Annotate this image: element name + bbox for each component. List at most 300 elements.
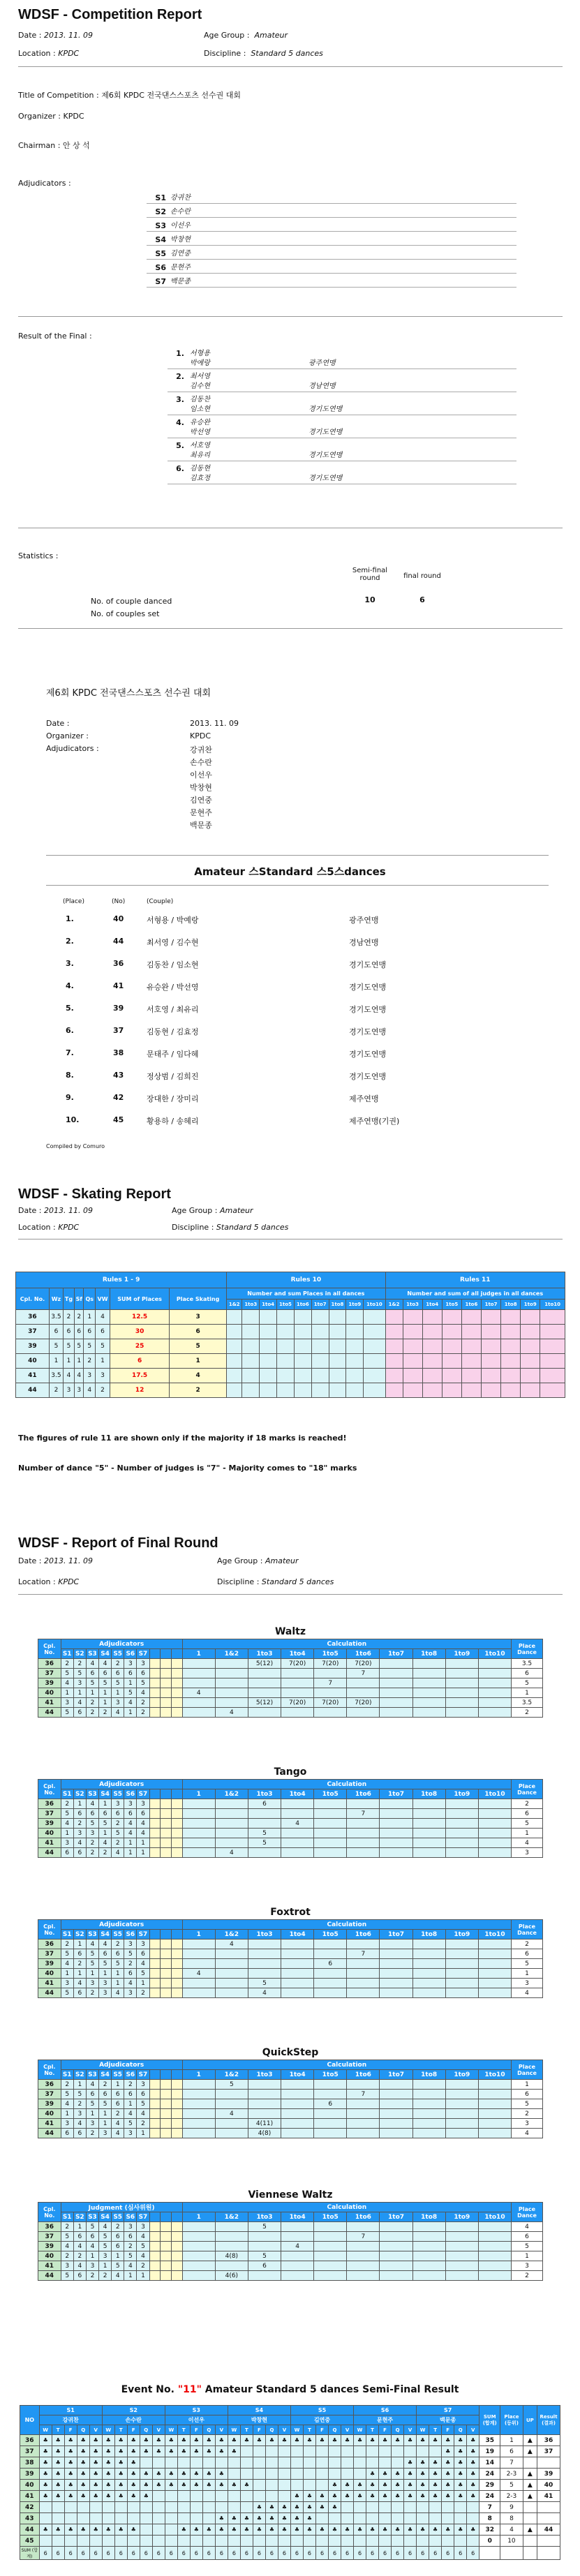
semi-mark-cell: ♣ [467,2524,479,2536]
adjudicator-code: S5 [155,249,166,258]
judge-head: S4 [99,1930,112,1940]
calc-cell [248,2080,281,2090]
skating-sum: 12 [110,1383,170,1398]
calc-cell [412,1829,445,1838]
place-dance-head: Place Dance [512,2203,543,2222]
semi-sum: 24 [479,2491,500,2502]
col-no: (No) [112,898,126,905]
judge-mark: 3 [99,1988,112,1998]
spacer-cell [149,2222,161,2232]
calc-cell [478,1819,511,1829]
calc-cell [412,2232,445,2242]
calc-cell: 4(6) [215,2271,248,2281]
semi-sum-tail [523,2547,537,2560]
judge-mark: 4 [124,1829,137,1838]
judge-mark: 3 [137,1659,149,1669]
semi-mark-cell: ♣ [315,2435,328,2446]
semi-mark-cell [442,2513,454,2524]
calc-cell [380,2261,412,2271]
judge-mark: 2 [73,2099,86,2109]
skating-dance-place: 2 [75,1310,84,1325]
final-club: 경남연맹 [308,382,336,390]
judge-mark: 2 [86,1848,98,1858]
judge-mark: 4 [73,2119,86,2129]
semi-up [523,2457,537,2469]
semi-sum-cell: 6 [202,2547,215,2560]
semi-mark-cell [228,2491,240,2502]
rule11-cell [442,1354,461,1369]
calc-cell [445,1979,478,1988]
calc-col-head: 1 [182,1789,215,1799]
semi-no: 42 [20,2502,40,2513]
semi-dance-letter: F [64,2425,77,2435]
skating-discipline-row: Discipline : Standard 5 dances [172,1223,289,1232]
judge-mark: 2 [73,1819,86,1829]
calc-cell [445,1829,478,1838]
rule11-cell [422,1383,442,1398]
calc-cell [182,1959,215,1969]
calc-cell [445,1949,478,1959]
rule10-cell [346,1354,364,1369]
calc-cell [478,1708,511,1718]
calc-cell [478,1688,511,1698]
dance-row [38,1979,543,1988]
dance-cpl: 41 [38,1979,61,1988]
judge-mark: 4 [137,1688,149,1698]
spacer-head [171,1930,182,1940]
judge-mark: 6 [86,1809,98,1819]
semi-mark-cell: ♣ [39,2524,52,2536]
calc-col-head: 1to9 [346,1299,364,1310]
rule10-cell [364,1369,385,1383]
dance-place: 2 [512,2271,543,2281]
calc-col-head: 1to6 [347,2212,380,2222]
judge-mark: 1 [112,2080,124,2090]
semi-mark-cell [329,2513,341,2524]
judge-mark: 2 [86,2271,98,2281]
calc-cell [380,2251,412,2261]
calc-cell [281,2251,314,2261]
semi-mark-cell: ♣ [177,2524,190,2536]
dance-row [38,1708,543,1718]
skating-dance-place: 4 [64,1369,75,1383]
skating-col-head: VW [96,1288,110,1310]
rule10-cell [311,1339,329,1354]
semi-judge-name: 문현주 [354,2415,417,2425]
calc-cell [380,1809,412,1819]
semi-mark-cell: ♣ [329,2491,341,2502]
dance-place: 1 [512,2251,543,2261]
semi-mark-cell [354,2502,366,2513]
semi-mark-cell: ♣ [52,2457,64,2469]
summary-place: 6. [66,1026,74,1035]
summary-club: 광주연맹 [349,916,379,925]
judge-mark: 4 [137,1819,149,1829]
spacer-cell [149,1669,161,1678]
calc-cell [445,1659,478,1669]
adjudicator-code: S7 [155,277,166,286]
judge-mark: 3 [86,1979,98,1988]
semi-mark-cell: ♣ [89,2524,102,2536]
final-dancer-b: 김수현 [190,382,210,390]
summary-no: 40 [113,914,124,923]
cpl-head: Cpl. No. [38,2203,61,2222]
spacer-cell [161,1799,172,1809]
semi-mark-cell [329,2446,341,2457]
semi-dance-letter: Q [140,2425,152,2435]
skating-dance-place: 5 [64,1339,75,1354]
skating-dance-place: 5 [84,1339,96,1354]
semi-mark-cell: ♣ [417,2491,429,2502]
report-location-row: Location : KPDC [18,49,80,58]
calc-cell [412,1979,445,1988]
skating-cpl: 40 [16,1354,50,1369]
calc-col-head: 1to4 [281,1789,314,1799]
calc-cell [412,1669,445,1678]
semi-mark-cell: ♣ [228,2513,240,2524]
semi-dance-letter: V [341,2425,354,2435]
judge-mark: 6 [86,2232,98,2242]
calc-cell [281,1979,314,1988]
semi-mark-cell: ♣ [290,2435,303,2446]
calc-cell: 6 [248,1799,281,1809]
semi-mark-cell: ♣ [417,2469,429,2480]
semi-mark-cell: ♣ [177,2446,190,2457]
rule11-cell [403,1339,422,1354]
judge-mark: 3 [124,2222,137,2232]
semi-mark-cell: ♣ [190,2446,202,2457]
calc-cell [380,1949,412,1959]
semi-mark-cell [152,2524,165,2536]
spacer-cell [171,1949,182,1959]
spacer-cell [171,1829,182,1838]
judge-mark: 5 [137,1678,149,1688]
semi-dance-letter: Q [77,2425,89,2435]
spacer-cell [149,1819,161,1829]
dance-cpl: 39 [38,1819,61,1829]
judge-mark: 5 [137,2242,149,2251]
rule11-cell [385,1383,403,1398]
rules-1-9-head: Rules 1 - 9 [16,1272,227,1288]
semi-sum-cell: 6 [89,2547,102,2560]
calc-cell [412,2222,445,2232]
calc-col-head: 1&2 [215,2070,248,2080]
calc-cell [380,2099,412,2109]
spacer-head [149,1930,161,1940]
spacer-cell [161,1708,172,1718]
summary-no: 44 [113,937,124,946]
calc-cell [347,2109,380,2119]
adjudicator-row [147,234,516,246]
semi-up [523,2536,537,2547]
calc-cell [412,2129,445,2138]
dance-grid [38,1919,543,1998]
semi-mark-cell [165,2536,177,2547]
semi-mark-cell [127,2502,140,2513]
spacer-cell [161,1829,172,1838]
dance-cpl: 40 [38,2251,61,2261]
calc-cell [248,2099,281,2109]
semi-mark-cell: ♣ [429,2469,442,2480]
calc-cell [445,1848,478,1858]
calc-col-head: 1to9 [521,1299,540,1310]
calc-cell: 7(20) [314,1659,347,1669]
judge-mark: 2 [124,1959,137,1969]
skating-dance-place: 5 [75,1339,84,1354]
calc-cell [314,2129,347,2138]
judge-mark: 5 [112,2261,124,2271]
rule11-cell [403,1383,422,1398]
dance-row [38,1669,543,1678]
dance-place: 1 [512,1688,543,1698]
semi-mark-cell: ♣ [341,2480,354,2491]
calc-cell [182,2222,215,2232]
semi-mark-cell: ♣ [404,2491,417,2502]
semi-mark-cell: ♣ [64,2457,77,2469]
summary-no: 43 [113,1071,124,1080]
calc-cell [478,2109,511,2119]
semi-sum-tail [479,2547,500,2560]
semi-mark-cell: ♣ [454,2491,467,2502]
semi-mark-cell [290,2469,303,2480]
final-dancer-b: 박선영 [190,429,210,436]
semi-dance-letter: F [315,2425,328,2435]
semi-mark-cell: ♣ [366,2469,379,2480]
adjudicator-code: S1 [155,193,166,202]
rule10-cell [277,1310,295,1325]
semi-mark-cell [127,2536,140,2547]
semi-sum-cell: 6 [303,2547,315,2560]
semi-mark-cell: ♣ [379,2469,392,2480]
summary-adjudicator: 강귀찬 [190,745,212,754]
rule10-cell [242,1310,260,1325]
summary-row [0,998,580,1020]
semi-mark-cell: ♣ [215,2480,228,2491]
judge-mark: 5 [86,2222,98,2232]
calc-cell [281,1969,314,1979]
dance-place: 6 [512,2090,543,2099]
rule10-cell [294,1383,311,1398]
semi-sum-cell: 6 [366,2547,379,2560]
calc-cell [281,2222,314,2232]
calc-col-head: 1to9 [445,1930,478,1940]
summary-club: 경기도연맹 [349,1050,387,1059]
semi-no: 41 [20,2491,40,2502]
semi-mark-cell: ♣ [64,2491,77,2502]
rule11-cell [481,1354,500,1369]
calc-cell [248,2090,281,2099]
stats-semi-header: Semi-final round [352,567,388,582]
semi-mark-cell: ♣ [379,2480,392,2491]
semi-mark-cell: ♣ [202,2446,215,2457]
calc-col-head: 1to7 [380,1789,412,1799]
judge-head: S2 [73,2212,86,2222]
spacer-cell [171,2090,182,2099]
calc-cell [215,1809,248,1819]
judge-mark: 5 [124,2119,137,2129]
summary-club: 경기도연맹 [349,1072,387,1081]
dance-block [38,1907,543,1998]
divider [46,885,549,886]
summary-club: 경기도연맹 [349,1027,387,1036]
rule11-cell [501,1369,521,1383]
calc-cell [445,2099,478,2109]
semi-mark-cell: ♣ [354,2435,366,2446]
rule10-cell [346,1369,364,1383]
judge-mark: 1 [86,1969,98,1979]
semi-mark-cell [429,2513,442,2524]
calc-cell [314,1940,347,1949]
spacer-head [149,2212,161,2222]
semi-mark-cell: ♣ [165,2446,177,2457]
semi-sum-tail [500,2547,523,2560]
calc-col-head: 1to7 [311,1299,329,1310]
dance-place: 6 [512,1809,543,1819]
semi-no: 39 [20,2469,40,2480]
skating-col-head: SUM of Places [110,1288,170,1310]
calc-cell [215,2261,248,2271]
calc-cell [445,2222,478,2232]
spacer-head [161,2212,172,2222]
cpl-head: Cpl. No. [38,1639,61,1659]
spacer-cell [171,1969,182,1979]
calculation-head: Calculation [182,2060,511,2070]
skating-cpl: 44 [16,1383,50,1398]
semi-mark-cell [404,2446,417,2457]
rule10-cell [277,1339,295,1354]
report-discipline-row: Discipline : Standard 5 dances [204,49,323,58]
judge-mark: 2 [112,1940,124,1949]
calc-cell [380,2242,412,2251]
semi-mark-cell [392,2536,404,2547]
calc-cell [281,1848,314,1858]
calc-cell: 4 [248,1988,281,1998]
final-place: 1. [176,349,184,358]
rule10-cell [294,1354,311,1369]
semi-mark-cell: ♣ [366,2480,379,2491]
semi-place: 2-3 [500,2491,523,2502]
skating-col-head: Tg [64,1288,75,1310]
semi-mark-cell [341,2446,354,2457]
semi-mark-cell: ♣ [215,2446,228,2457]
semi-sum: 19 [479,2446,500,2457]
judge-mark: 5 [99,2232,112,2242]
calc-col-head: 1&2 [385,1299,403,1310]
summary-row [0,1087,580,1110]
semi-mark-cell [303,2480,315,2491]
judge-head: S6 [124,1649,137,1659]
semi-mark-cell: ♣ [253,2513,265,2524]
calc-col-head: 1&2 [227,1299,242,1310]
semi-mark-cell [190,2536,202,2547]
calc-cell [215,2119,248,2129]
semi-mark-cell: ♣ [102,2524,114,2536]
semi-sum-cell: 6 [467,2547,479,2560]
calc-cell [347,1959,380,1969]
semi-mark-cell [467,2513,479,2524]
calc-col-head: 1to7 [380,2212,412,2222]
adjudicator-code: S6 [155,263,166,272]
dance-place: 3.5 [512,1698,543,1708]
calc-cell: 5(12) [248,1659,281,1669]
semi-sum-cell: 6 [354,2547,366,2560]
semi-mark-cell [64,2502,77,2513]
adjudicator-name: 강귀찬 [170,194,191,202]
judge-mark: 4 [73,1698,86,1708]
calc-cell: 7(20) [347,1698,380,1708]
semi-mark-cell: ♣ [114,2480,127,2491]
judge-head: S3 [86,2070,98,2080]
calc-cell [314,2251,347,2261]
dance-row [38,1799,543,1809]
calc-cell [412,1809,445,1819]
summary-couple: 문태주 / 임다혜 [147,1050,199,1059]
semi-mark-cell [253,2536,265,2547]
judge-mark: 5 [61,1809,73,1819]
skating-dance-place: 4 [75,1369,84,1383]
final-place: 2. [176,372,184,381]
semi-mark-cell [341,2502,354,2513]
rule11-cell [481,1339,500,1354]
semi-mark-cell [177,2491,190,2502]
summary-adjudicator: 박창현 [190,783,212,792]
semi-mark-cell: ♣ [190,2480,202,2491]
final-club: 경기도연맹 [308,405,343,413]
semi-mark-cell [354,2469,366,2480]
spacer-cell [149,2271,161,2281]
rule11-cell [442,1339,461,1354]
judge-head: S7 [137,1649,149,1659]
semi-mark-cell: ♣ [442,2457,454,2469]
semi-mark-cell [114,2502,127,2513]
calc-cell [182,1949,215,1959]
judge-mark: 3 [124,1940,137,1949]
calc-col-head: 1to3 [248,2212,281,2222]
dance-cpl: 36 [38,1659,61,1669]
semi-sum-cell: 6 [52,2547,64,2560]
semi-mark-cell [52,2513,64,2524]
judge-head: S6 [124,2212,137,2222]
judge-mark: 6 [73,1809,86,1819]
rule10-cell [242,1369,260,1383]
summary-no: 41 [113,981,124,990]
judge-head: S3 [86,2212,98,2222]
rule10-cell [277,1369,295,1383]
semi-sum-cell: 6 [127,2547,140,2560]
dance-cpl: 36 [38,2080,61,2090]
semi-mark-cell: ♣ [152,2480,165,2491]
final-row [168,395,516,415]
rule11-cell [501,1339,521,1354]
summary-place: 10. [66,1115,80,1124]
semi-mark-cell [240,2457,253,2469]
semi-mark-cell: ♣ [290,2491,303,2502]
rule10-cell [311,1310,329,1325]
calc-col-head: 1to8 [412,1649,445,1659]
judge-mark: 6 [73,2232,86,2242]
rule11-cell [501,1325,521,1339]
semi-mark-cell [354,2536,366,2547]
rule10-cell [329,1369,346,1383]
semi-mark-cell: ♣ [52,2469,64,2480]
fr-age-row: Age Group : Amateur [217,1556,299,1565]
judge-mark: 5 [112,1678,124,1688]
semi-mark-cell: ♣ [77,2446,89,2457]
calc-cell [182,1708,215,1718]
semi-mark-cell [140,2536,152,2547]
rule10-cell [329,1383,346,1398]
judge-head: S2 [73,1649,86,1659]
